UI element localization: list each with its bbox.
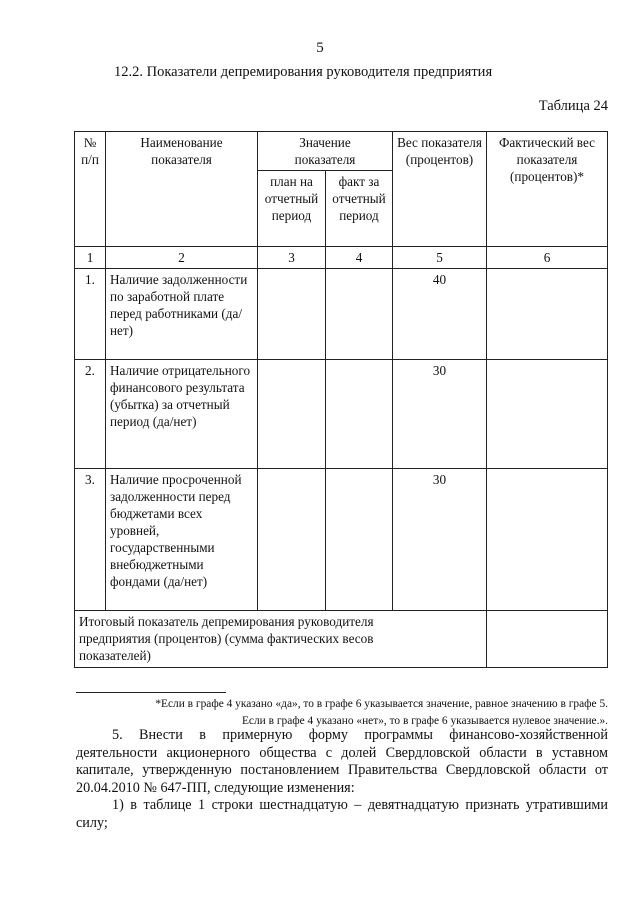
column-number-row: [75, 247, 608, 269]
table-row: [75, 360, 608, 469]
column-number: 6: [487, 247, 608, 269]
footnote-line-2: Если в графе 4 указано «нет», то в графе 6 указывается нулевое значение.».: [241, 715, 608, 727]
section-title: 12.2. Показатели депремирования руководителя предприятия: [114, 64, 493, 80]
table-header-row: [75, 132, 608, 171]
row-indicator-name: Наличие просроченной задолженности перед бюджетами всех уровней, государственными внебюджетными фондами (да/нет): [106, 469, 258, 611]
header-name: Наименование показателя: [106, 132, 258, 247]
total-value-cell: [487, 611, 608, 668]
header-actual-weight: Фактический вес показателя (процентов)*: [487, 132, 608, 247]
total-label: Итоговый показатель депремирования руководителя предприятия (процентов) (сумма фактических весов показателей): [75, 611, 487, 668]
body-text: [76, 727, 608, 832]
row-plan-cell: [258, 469, 326, 611]
table-label: Таблица 24: [538, 98, 608, 114]
row-weight: 30: [393, 469, 487, 611]
column-number: 4: [326, 247, 393, 269]
table-row: [75, 469, 608, 611]
footnote-line-1: *Если в графе 4 указано «да», то в графе 6 указывается значение, равное значению в графе 5.: [155, 698, 608, 710]
page-number: 5: [316, 40, 324, 56]
table-row: [75, 269, 608, 360]
paragraph: 1) в таблице 1 строки шестнадцатую – девятнадцатую признать утратившими силу;: [76, 797, 608, 831]
indicators-table: [74, 131, 608, 668]
footnote-divider: [76, 692, 226, 693]
table-total-row: [75, 611, 608, 668]
row-number: 3.: [75, 469, 106, 611]
row-actual-cell: [487, 360, 608, 469]
row-actual-cell: [487, 269, 608, 360]
row-number: 1.: [75, 269, 106, 360]
row-fact-cell: [326, 360, 393, 469]
row-indicator-name: Наличие отрицательного финансового результата (убытка) за отчетный период (да/нет): [106, 360, 258, 469]
column-number: 3: [258, 247, 326, 269]
row-number: 2.: [75, 360, 106, 469]
footnote: [76, 696, 608, 730]
row-plan-cell: [258, 360, 326, 469]
column-number: 1: [75, 247, 106, 269]
row-plan-cell: [258, 269, 326, 360]
row-weight: 30: [393, 360, 487, 469]
header-weight: Вес показателя (процентов): [393, 132, 487, 247]
row-fact-cell: [326, 269, 393, 360]
row-fact-cell: [326, 469, 393, 611]
row-indicator-name: Наличие задолженности по заработной плате перед работниками (да/нет): [106, 269, 258, 360]
row-actual-cell: [487, 469, 608, 611]
paragraph: 5. Внести в примерную форму программы финансово-хозяйственной деятельности акционерного общества с долей Свердловской области в уставном капитале, утвержденную постановлением Правительства Свердловской области от 20.04.2010 № 647-ПП, следующие изменения:: [76, 727, 608, 796]
header-value: Значение показателя: [258, 132, 393, 171]
column-number: 5: [393, 247, 487, 269]
column-number: 2: [106, 247, 258, 269]
header-fact: факт за отчетный период: [326, 171, 393, 247]
header-plan: план на отчетный период: [258, 171, 326, 247]
header-num: № п/п: [75, 132, 106, 247]
row-weight: 40: [393, 269, 487, 360]
